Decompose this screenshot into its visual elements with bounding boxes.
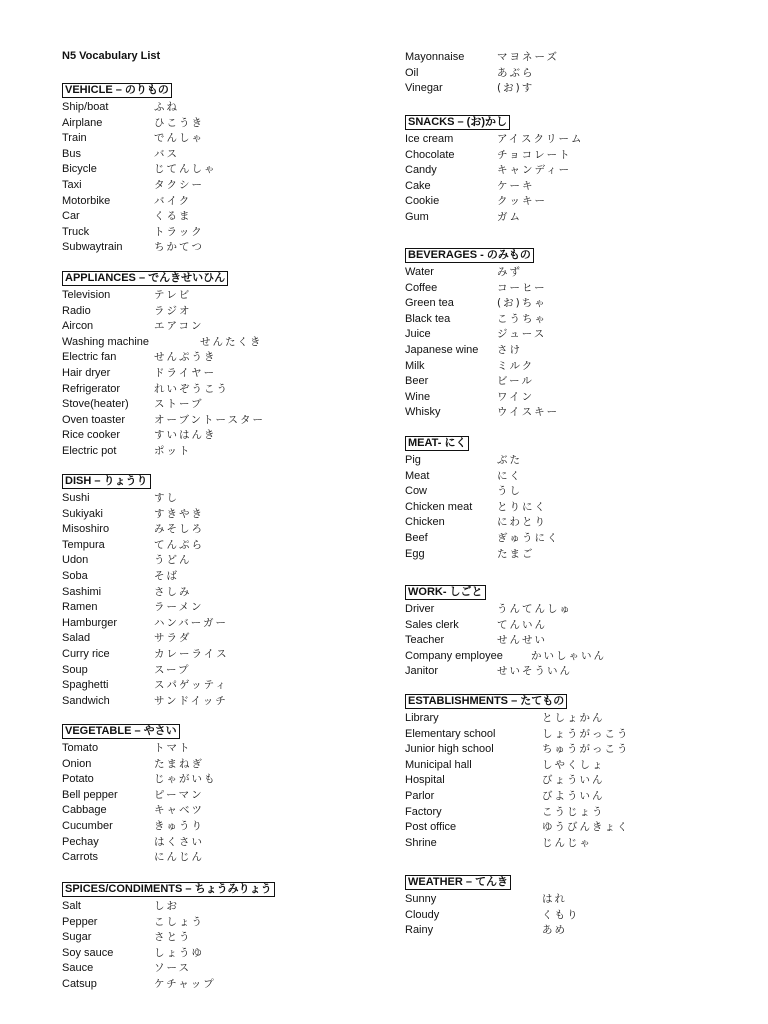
english-term: Washing machine (62, 335, 150, 348)
english-term: Car (62, 210, 80, 223)
english-term: Water (405, 266, 434, 278)
vocab-section-snacks (405, 112, 584, 226)
english-term: Chicken (405, 516, 445, 529)
japanese-term: アイスクリーム (497, 133, 584, 145)
english-term: Candy (405, 164, 437, 177)
japanese-term: しお (154, 900, 179, 912)
english-term: Sukiyaki (62, 507, 103, 520)
english-term: Sashimi (62, 585, 102, 598)
english-term: Bell pepper (62, 788, 118, 801)
japanese-term: とりにく (497, 500, 547, 513)
japanese-term: こうちゃ (497, 312, 547, 325)
vocab-row (62, 678, 228, 694)
vocab-row (62, 585, 192, 601)
japanese-term: じんじゃ (542, 836, 592, 849)
japanese-term: ソース (154, 962, 191, 975)
vocab-section-appliances (62, 268, 266, 460)
japanese-term: サンドイッチ (154, 694, 228, 707)
vocab-row (62, 116, 204, 132)
english-term: Juice (405, 328, 431, 341)
japanese-term: にんじん (154, 851, 204, 864)
english-term: Sugar (62, 931, 92, 944)
vocab-row (405, 484, 522, 500)
japanese-term: ミルク (497, 359, 535, 372)
english-term: Subwaytrain (62, 241, 123, 254)
english-term: Electric pot (62, 444, 117, 457)
vocab-row (405, 789, 605, 805)
japanese-term: タクシー (154, 178, 204, 191)
english-term: Milk (405, 359, 425, 372)
english-term: Onion (62, 757, 92, 770)
english-term: Pig (405, 454, 421, 466)
japanese-term: ゆうびんきょく (542, 821, 630, 834)
vocab-row (405, 132, 584, 148)
vocab-row (405, 820, 630, 836)
english-term: Whisky (405, 406, 441, 419)
vocab-row (62, 819, 204, 835)
english-term: Post office (405, 821, 457, 834)
japanese-term: としょかん (542, 712, 605, 724)
vocab-section-work (405, 582, 606, 680)
vocab-row (405, 711, 605, 727)
japanese-term: はくさい (154, 835, 204, 848)
vocab-row (405, 194, 547, 210)
english-term: Library (405, 712, 439, 724)
english-term: Ice cream (405, 133, 454, 145)
english-term: Chicken meat (405, 500, 473, 513)
english-term: Refrigerator (62, 382, 121, 395)
vocab-row (405, 602, 572, 618)
english-term: Bus (62, 147, 81, 160)
english-term: Television (62, 289, 111, 301)
vocab-section-dish (62, 471, 229, 709)
vocab-row (405, 923, 567, 939)
vocab-row (405, 469, 522, 485)
english-term: Japanese wine (405, 343, 479, 356)
japanese-term: しょうゆ (154, 946, 204, 959)
english-term: Driver (405, 603, 435, 615)
page-title: N5 Vocabulary List (62, 50, 161, 62)
vocab-section-beverages (405, 245, 560, 421)
vocab-row (62, 162, 217, 178)
japanese-term: トラック (154, 225, 204, 238)
english-term: Rainy (405, 924, 434, 937)
japanese-term: ちかてつ (154, 241, 204, 254)
english-term: Hospital (405, 774, 445, 787)
english-term: Cucumber (62, 819, 113, 832)
english-term: Cabbage (62, 804, 107, 817)
vocab-row (405, 742, 630, 758)
japanese-term: きゅうり (154, 819, 204, 832)
japanese-term: キャベツ (154, 804, 204, 817)
japanese-term: すいはんき (154, 429, 217, 442)
vocab-row (62, 788, 204, 804)
vocab-row (405, 281, 547, 297)
vocab-row (62, 366, 228, 382)
japanese-term: エアコン (154, 320, 204, 333)
vocab-row (405, 312, 547, 328)
japanese-term: うどん (154, 554, 192, 567)
japanese-term: ぶた (497, 454, 522, 466)
japanese-term: ふね (154, 101, 179, 113)
vocab-row (62, 631, 192, 647)
japanese-term: ワイン (497, 390, 535, 403)
english-term: Ramen (62, 601, 98, 614)
english-term: Municipal hall (405, 758, 472, 771)
japanese-term: トマト (154, 742, 192, 754)
vocab-row (405, 758, 605, 774)
japanese-term: さしみ (154, 585, 192, 598)
japanese-term: うんてんしゅ (497, 603, 572, 615)
japanese-term: ビール (497, 375, 534, 388)
japanese-term: せんせい (497, 634, 547, 647)
japanese-term: しょうがっこう (542, 727, 630, 740)
english-term: Sales clerk (405, 618, 459, 631)
vocab-row (405, 265, 534, 281)
section-heading: APPLIANCES – でんきせいひん (62, 271, 228, 286)
vocab-row (405, 805, 605, 821)
japanese-term: うし (497, 485, 522, 498)
japanese-term: かいしゃいん (531, 649, 606, 662)
vocab-row (405, 836, 592, 852)
english-term: Coffee (405, 281, 438, 294)
japanese-term: くるま (154, 210, 192, 223)
english-term: Janitor (405, 665, 439, 678)
english-term: Catsup (62, 977, 97, 990)
vocab-row (62, 522, 204, 538)
vocab-row (62, 647, 229, 663)
english-term: Hamburger (62, 616, 118, 629)
vocab-row (62, 225, 204, 241)
japanese-term: ケチャップ (154, 977, 216, 990)
japanese-term: さけ (497, 343, 522, 356)
japanese-term: バス (154, 147, 179, 160)
vocab-row (405, 664, 572, 680)
vocab-row (62, 977, 275, 993)
japanese-term: くもり (542, 908, 580, 921)
vocab-row (62, 538, 204, 554)
section-heading: SPICES/CONDIMENTS – ちょうみりょう (62, 882, 275, 897)
vocab-row (62, 131, 204, 147)
english-term: Udon (62, 554, 89, 567)
japanese-term: ウイスキー (497, 406, 560, 419)
english-term: Sandwich (62, 694, 110, 707)
vocab-row (62, 803, 204, 819)
english-term: Soy sauce (62, 946, 114, 959)
vocab-row (405, 908, 580, 924)
japanese-term: ドライヤー (154, 366, 217, 379)
english-term: Elementary school (405, 727, 496, 740)
japanese-term: たまご (497, 547, 535, 560)
vocab-row (62, 507, 204, 523)
vocab-row (62, 741, 192, 757)
japanese-term: すきやき (154, 507, 204, 520)
vocab-row (62, 209, 192, 225)
japanese-term: じてんしゃ (154, 163, 217, 176)
english-term: Curry rice (62, 647, 110, 660)
english-term: Oil (405, 66, 419, 79)
vocab-row (405, 390, 534, 406)
vocab-row (405, 649, 606, 665)
japanese-term: マヨネーズ (497, 51, 559, 63)
english-term: Black tea (405, 312, 451, 325)
japanese-term: そば (154, 569, 179, 582)
english-term: Pepper (62, 915, 98, 928)
english-term: Cow (405, 485, 428, 498)
vocab-section-meat (405, 433, 560, 562)
english-term: Shrine (405, 836, 437, 849)
english-term: Gum (405, 210, 429, 223)
vocab-row (62, 553, 192, 569)
vocab-row (405, 148, 572, 164)
japanese-term: れいぞうこう (154, 382, 229, 395)
english-term: Green tea (405, 297, 454, 310)
japanese-term: せいそういん (497, 665, 572, 678)
vocab-row (62, 178, 204, 194)
vocab-row (62, 961, 275, 977)
japanese-term: しやくしょ (542, 758, 605, 771)
japanese-term: (お)ちゃ (497, 297, 547, 310)
japanese-term: ちゅうがっこう (542, 743, 630, 756)
english-term: Stove(heater) (62, 398, 129, 411)
vocab-row (62, 382, 228, 398)
vocab-row (405, 296, 547, 312)
vocab-row (62, 663, 191, 679)
english-term: Salad (62, 632, 91, 645)
vocab-row (62, 930, 275, 946)
vocab-row (62, 772, 217, 788)
japanese-term: じゃがいも (154, 773, 217, 786)
japanese-term: でんしゃ (154, 132, 204, 145)
english-term: Sushi (62, 492, 90, 504)
japanese-term: ひこうき (154, 116, 204, 129)
vocab-row (405, 773, 605, 789)
japanese-term: みず (497, 266, 522, 278)
english-term: Pechay (62, 835, 99, 848)
english-term: Oven toaster (62, 413, 125, 426)
vocab-row (62, 915, 275, 931)
section-heading: ESTABLISHMENTS – たてもの (405, 694, 567, 709)
english-term: Cookie (405, 195, 440, 208)
japanese-term: びよういん (542, 789, 605, 802)
japanese-term: ガム (497, 210, 522, 223)
english-term: Beef (405, 531, 428, 544)
vocab-section-spices-condiments (62, 879, 275, 993)
english-term: Factory (405, 805, 442, 818)
english-term: Rice cooker (62, 429, 121, 442)
vocab-row (62, 147, 179, 163)
vocab-row (62, 100, 179, 116)
vocab-row (62, 413, 266, 429)
english-term: Tempura (62, 538, 105, 551)
japanese-term: ラーメン (154, 601, 204, 614)
japanese-term: ピーマン (154, 788, 204, 801)
vocab-section-weather (405, 872, 580, 939)
vocab-section-vehicle (62, 80, 217, 256)
vocab-row (405, 547, 535, 563)
japanese-term: クッキー (497, 195, 547, 208)
section-heading: WORK- しごと (405, 585, 486, 600)
vocab-section-establishments (405, 691, 630, 851)
vocab-row (405, 531, 560, 547)
vocab-row (405, 374, 534, 390)
vocab-row (62, 240, 204, 256)
japanese-term: コーヒー (497, 281, 547, 294)
english-term: Tomato (62, 742, 99, 754)
english-term: Electric fan (62, 351, 117, 364)
japanese-term: あぶら (497, 66, 535, 79)
vocab-row (405, 515, 547, 531)
english-term: Sunny (405, 893, 437, 905)
japanese-term: すし (154, 492, 179, 504)
japanese-term: こうじょう (542, 805, 605, 818)
japanese-term: せんぷうき (154, 351, 217, 364)
japanese-term: カレーライス (154, 647, 229, 660)
english-term: Ship/boat (62, 101, 109, 113)
english-term: Hair dryer (62, 366, 111, 379)
english-term: Wine (405, 390, 431, 403)
english-term: Teacher (405, 634, 445, 647)
japanese-term: あめ (542, 924, 567, 937)
japanese-term: みそしろ (154, 523, 204, 536)
vocab-row (62, 694, 228, 710)
english-term: Soup (62, 663, 88, 676)
vocab-row (62, 946, 275, 962)
vocab-row (62, 335, 263, 351)
japanese-term: バイク (154, 194, 192, 207)
english-term: Sauce (62, 962, 94, 975)
vocab-row (405, 453, 522, 469)
japanese-term: ケーキ (497, 179, 535, 192)
vocab-row (62, 850, 204, 866)
vocab-row (405, 727, 630, 743)
section-heading: VEGETABLE – やさい (62, 724, 180, 739)
vocab-row (62, 835, 204, 851)
japanese-term: スパゲッティ (154, 679, 228, 692)
english-term: Vinegar (405, 82, 443, 95)
vocab-row (405, 210, 522, 226)
japanese-term: チョコレート (497, 148, 572, 161)
vocab-section-vegetable (62, 721, 217, 866)
japanese-term: キャンディー (497, 164, 572, 177)
section-heading: WEATHER – てんき (405, 875, 511, 890)
japanese-term: (お)す (497, 82, 535, 95)
japanese-term: たまねぎ (154, 757, 204, 770)
japanese-term: テレビ (154, 289, 192, 301)
vocab-row (62, 444, 228, 460)
vocab-row (405, 179, 535, 195)
japanese-term: ストーブ (154, 398, 204, 411)
english-term: Mayonnaise (405, 51, 465, 63)
english-term: Junior high school (405, 743, 494, 756)
japanese-term: スープ (154, 663, 191, 676)
vocab-row (62, 319, 228, 335)
vocab-row (62, 600, 204, 616)
japanese-term: にわとり (497, 516, 547, 529)
japanese-term: ぎゅうにく (497, 531, 560, 544)
vocab-row (62, 194, 192, 210)
vocab-row (405, 327, 547, 343)
japanese-term: てんいん (497, 618, 547, 631)
english-term: Company employee (405, 649, 503, 662)
vocab-row (405, 500, 547, 516)
vocab-row (405, 343, 534, 359)
english-term: Salt (62, 900, 81, 912)
japanese-term: ラジオ (154, 304, 192, 317)
japanese-term: はれ (542, 893, 567, 905)
vocab-row (405, 633, 547, 649)
english-term: Motorbike (62, 194, 111, 207)
section-heading: BEVERAGES - のみもの (405, 248, 534, 263)
vocab-row (62, 428, 228, 444)
vocab-row (62, 397, 228, 413)
english-term: Train (62, 132, 87, 145)
english-term: Cloudy (405, 908, 440, 921)
section-heading: DISH – りょうり (62, 474, 151, 489)
english-term: Beer (405, 375, 429, 388)
section-heading: SNACKS – (お)かし (405, 115, 510, 130)
english-term: Truck (62, 225, 90, 238)
vocab-row (62, 288, 228, 304)
english-term: Taxi (62, 178, 82, 191)
japanese-term: ジュース (497, 328, 547, 341)
vocab-row (405, 163, 572, 179)
vocab-row (62, 569, 179, 585)
english-term: Carrots (62, 851, 99, 864)
english-term: Aircon (62, 320, 94, 333)
vocab-row (62, 899, 275, 915)
vocab-row (62, 491, 179, 507)
english-term: Soba (62, 569, 88, 582)
japanese-term: オーブントースター (154, 413, 266, 426)
japanese-term: びょういん (542, 774, 605, 787)
english-term: Radio (62, 304, 91, 317)
japanese-term: さとう (154, 931, 192, 944)
japanese-term: せんたくき (200, 335, 263, 348)
english-term: Egg (405, 547, 425, 560)
english-term: Chocolate (405, 148, 455, 161)
japanese-term: こしょう (154, 915, 204, 928)
japanese-term: てんぷら (154, 538, 204, 551)
english-term: Misoshiro (62, 523, 110, 536)
english-term: Bicycle (62, 163, 97, 176)
english-term: Cake (405, 179, 431, 192)
vocab-row (62, 616, 229, 632)
english-term: Airplane (62, 116, 103, 129)
section-heading: MEAT- にく (405, 436, 469, 451)
japanese-term: にく (497, 469, 522, 482)
vocab-row (405, 359, 534, 375)
vocab-row (405, 892, 567, 908)
vocab-row (62, 350, 228, 366)
vocab-row (62, 757, 204, 773)
english-term: Potato (62, 773, 94, 786)
japanese-term: サラダ (154, 632, 192, 645)
english-term: Parlor (405, 789, 435, 802)
section-heading: VEHICLE – のりもの (62, 83, 172, 98)
vocab-row (62, 304, 228, 320)
vocab-row (405, 618, 547, 634)
vocab-row (405, 405, 560, 421)
english-term: Spaghetti (62, 679, 109, 692)
english-term: Meat (405, 469, 430, 482)
japanese-term: ハンバーガー (154, 616, 229, 629)
japanese-term: ポット (154, 444, 192, 457)
